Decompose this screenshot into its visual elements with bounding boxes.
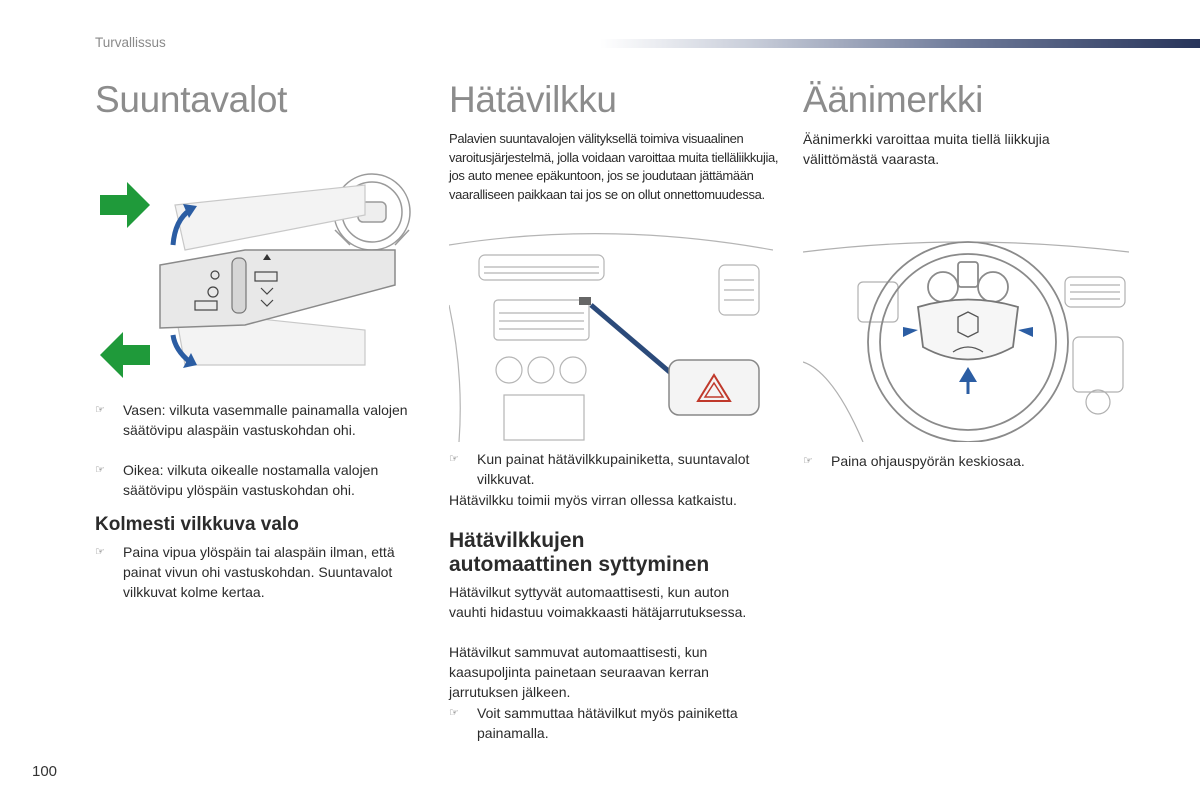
horn-intro: Äänimerkki varoittaa muita tiellä liikkujia välittömästä vaarasta.: [803, 131, 1050, 167]
hazard-auto-on: Hätävilkut syttyvät automaattisesti, kun auton vauhti hidastuu voimakkaasti hätäjarrutuksessa.: [449, 584, 747, 620]
bullet-three-flash: [95, 542, 415, 602]
bullet-mark: ☞: [95, 546, 105, 558]
bullet-horn: [803, 451, 1133, 471]
hazard-button-zoom: [669, 360, 759, 415]
bullet-hazard-manual-text: Voit sammuttaa hätävilkut myös painiketta painamalla.: [477, 705, 738, 741]
hazard-intro: Palavien suuntavalojen välityksellä toimiva visuaalinen varoitusjärjestelmä, jolla voidaan varoittaa muita tielläliikkujia, jos auto menee epäkuntoon, jos se joudutaan jättämään vaaralliseen paikkaan tai jos se on ollut onnettomuudessa.: [449, 131, 779, 202]
subheading-auto-line1: Hätävilkkujen: [449, 529, 585, 552]
turn-signal-stalk-illustration: [95, 170, 415, 390]
bullet-right-text: Oikea: vilkuta oikealle nostamalla valojen säätövipu ylöspäin vastuskohdan ohi.: [123, 462, 379, 498]
bullet-right: [95, 460, 415, 500]
bullet-left: [95, 400, 415, 440]
hazard-dashboard-illustration: [449, 225, 773, 442]
section-label: Turvallissus: [95, 35, 166, 50]
bullet-hazard-press: [449, 449, 779, 489]
header-bar: [600, 39, 1200, 48]
hazard-auto-off: Hätävilkut sammuvat automaattisesti, kun kaasupoljinta painetaan seuraavan kerran jarrutuksen jälkeen.: [449, 644, 709, 700]
left-green-arrow-icon: [100, 332, 150, 378]
title-hatavilkku: Hätävilkku: [449, 79, 617, 120]
bullet-mark: ☞: [95, 464, 105, 476]
subheading-auto-line2: automaattinen syttyminen: [449, 553, 710, 576]
bullet-mark: ☞: [449, 707, 459, 719]
page-number: 100: [32, 763, 58, 780]
bullet-mark: ☞: [449, 453, 459, 465]
bullet-three-flash-text: Paina vipua ylöspäin tai alaspäin ilman, että painat vivun ohi vastuskohdan. Suuntavalot vilkkuvat kolme kertaa.: [123, 544, 395, 600]
title-suuntavalot: Suuntavalot: [95, 79, 288, 120]
horn-steering-wheel-illustration: [803, 222, 1129, 442]
title-aanimerkki: Äänimerkki: [803, 79, 983, 120]
bullet-hazard-manual: [449, 703, 779, 743]
bullet-hazard-press-text: Kun painat hätävilkkupainiketta, suuntavalot vilkkuvat.: [477, 451, 750, 487]
bullet-mark: ☞: [95, 404, 105, 416]
hazard-ignition-off: Hätävilkku toimii myös virran ollessa katkaistu.: [449, 492, 737, 508]
bullet-horn-text: Paina ohjauspyörän keskiosaa.: [831, 453, 1025, 469]
subheading-kolmesti: Kolmesti vilkkuva valo: [95, 514, 299, 535]
bullet-mark: ☞: [803, 455, 813, 467]
bullet-left-text: Vasen: vilkuta vasemmalle painamalla valojen säätövipu alaspäin vastuskohdan ohi.: [123, 402, 408, 438]
right-green-arrow-icon: [100, 182, 150, 228]
